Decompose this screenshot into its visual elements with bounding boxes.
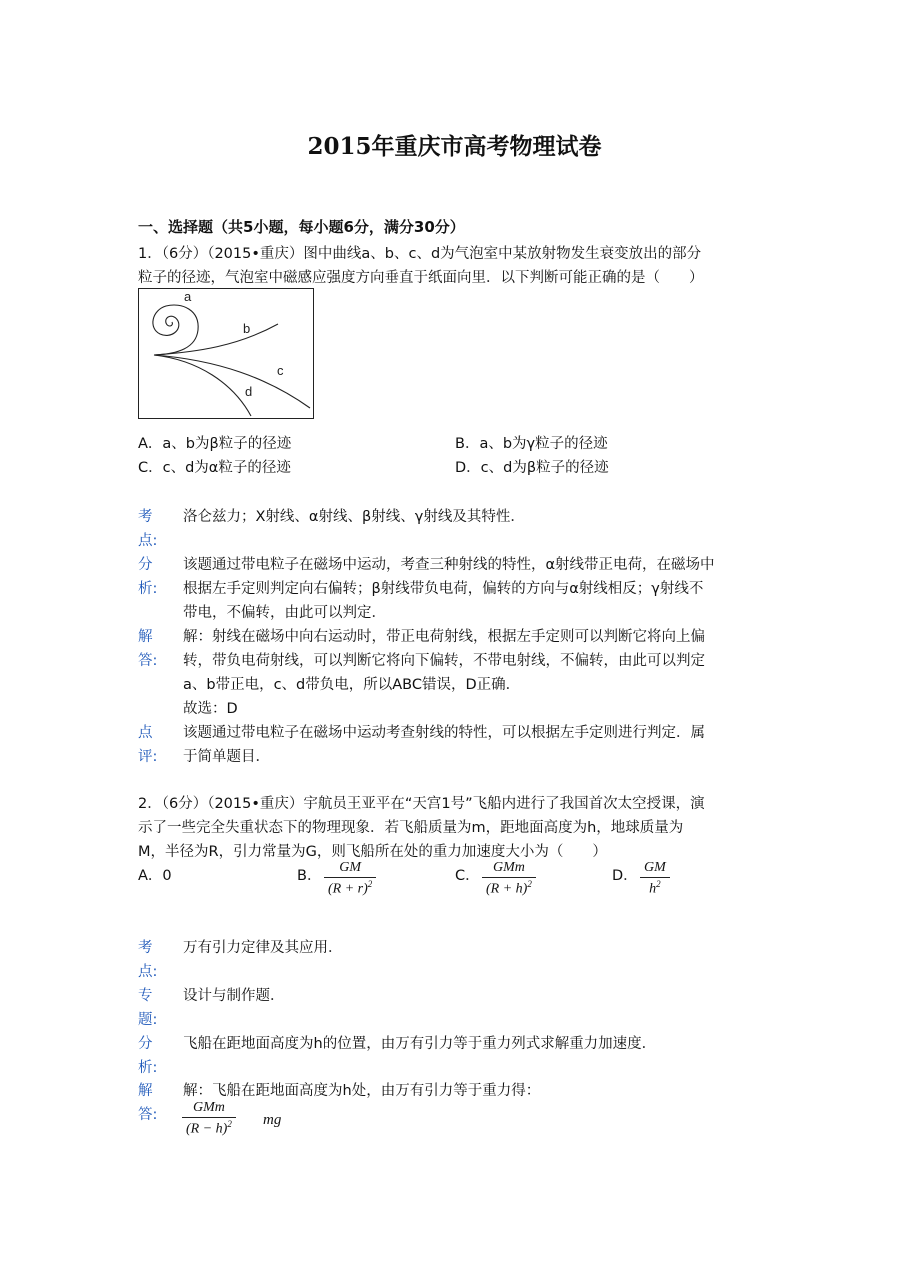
q2-stem-line1: 2．（6分）（2015•重庆）宇航员王亚平在“天宫1号”飞船内进行了我国首次太空授课，演 [138,796,705,812]
fraction-exponent: 2 [656,879,661,889]
q1-kaodian-label-2: 点: [138,533,158,549]
fraction-numerator: GM [339,860,362,875]
fraction-denominator: (R + r) [328,881,368,897]
fraction-numerator: GM [644,860,666,875]
fraction-denominator: (R − h) [186,1121,228,1137]
q1-jieda-label-2: 答: [138,653,158,669]
label-c: c [277,363,284,378]
q2-fenxi-text: 飞船在距地面高度为h的位置，由万有引力等于重力列式求解重力加速度． [183,1036,657,1052]
page-title: 2015年重庆市高考物理试卷 [307,133,602,160]
fraction-numerator: GMm [492,860,525,875]
q2-stem-line3: M，半径为R，引力常量为G，则飞船所在处的重力加速度大小为（ ） [138,844,607,860]
q2-fenxi-label-1: 分 [138,1036,153,1052]
track-d [154,355,251,416]
q2-stem-line2: 示了一些完全失重状态下的物理现象．若飞船质量为m，距地面高度为h，地球质量为 [138,820,684,836]
q1-fenxi-label-2: 析: [138,581,158,597]
q2-zhuanti-label-1: 专 [138,988,153,1004]
q2-option-c-fraction [482,860,536,898]
track-a [153,305,198,355]
q2-zhuanti-text: 设计与制作题． [183,988,285,1004]
q1-dianping-label-1: 点 [138,725,153,741]
q2-kaodian-text: 万有引力定律及其应用． [183,940,343,956]
q1-fenxi-line2: 根据左手定则判定向右偏转；β射线带负电荷，偏转的方向与α射线相反；γ射线不 [183,581,704,597]
q1-dianping-label-2: 评: [138,749,158,765]
label-a: a [184,289,192,304]
track-c [154,355,310,408]
q1-option-b: B．a、b为γ粒子的径迹 [455,436,608,452]
q1-dianping-line1: 该题通过带电粒子在磁场中运动考查射线的特性，可以根据左手定则进行判定．属 [183,725,705,741]
q2-option-c-label: C． [455,868,480,884]
q2-zhuanti-label-2: 题: [138,1012,158,1028]
q1-fenxi-line1: 该题通过带电粒子在磁场中运动，考查三种射线的特性，α射线带正电荷，在磁场中 [183,557,715,573]
track-b [154,324,278,355]
q1-jieda-label-1: 解 [138,629,153,645]
section-heading: 一、选择题（共5小题，每小题6分，满分30分） [138,218,465,236]
q1-dianping-line2: 于简单题目． [183,749,270,765]
label-d: d [245,384,253,399]
q1-fenxi-line3: 带电，不偏转，由此可以判定． [183,605,386,621]
fraction-exponent: 2 [227,1119,232,1129]
q1-fenxi-label-1: 分 [138,557,153,573]
q2-equation-rhs: mg [263,1112,282,1128]
q2-equation-fraction [182,1100,236,1138]
q1-jieda-line2: 转，带负电荷射线，可以判断它将向下偏转，不带电射线，不偏转，由此可以判定 [183,653,705,669]
q1-option-d: D．c、d为β粒子的径迹 [455,460,609,476]
q2-jieda-label-1: 解 [138,1083,153,1099]
figure-frame [139,289,314,419]
q1-stem-line2: 粒子的径迹，气泡室中磁感应强度方向垂直于纸面向里．以下判断可能正确的是（ ） [138,270,704,286]
q1-option-c: C．c、d为α粒子的径迹 [138,460,291,476]
fraction-denominator: (R + h) [486,881,528,897]
q1-jieda-line3: a、b带正电，c、d带负电，所以ABC错误，D正确． [183,677,521,693]
fraction-numerator: GMm [192,1100,225,1115]
q1-jieda-line1: 解：射线在磁场中向右运动时，带正电荷射线，根据左手定则可以判断它将向上偏 [183,629,705,645]
q1-kaodian-text: 洛仑兹力；X射线、α射线、β射线、γ射线及其特性． [183,509,525,525]
q2-jieda-line1: 解：飞船在距地面高度为h处，由万有引力等于重力得： [183,1083,541,1099]
q2-option-b-label: B． [297,868,322,884]
q2-option-a: A．0 [138,868,172,884]
q2-fenxi-label-2: 析: [138,1060,158,1076]
q1-kaodian-label-1: 考 [138,509,153,525]
q2-kaodian-label-2: 点: [138,964,158,980]
fraction-exponent: 2 [367,879,373,889]
q1-jieda-line4: 故选：D [183,701,238,717]
fraction-exponent: 2 [527,879,532,889]
q2-option-b-fraction [324,860,376,898]
q1-track-figure [138,288,314,419]
label-b: b [243,321,251,336]
q2-kaodian-label-1: 考 [138,940,153,956]
q2-option-d-fraction [640,860,670,898]
q2-jieda-label-2: 答: [138,1107,158,1123]
q1-option-a: A．a、b为β粒子的径迹 [138,436,292,452]
q1-stem-line1: 1．（6分）（2015•重庆）图中曲线a、b、c、d为气泡室中某放射物发生衰变放出的部分 [138,246,702,262]
q2-option-d-label: D． [612,868,638,884]
fraction-denominator: h [649,881,657,897]
